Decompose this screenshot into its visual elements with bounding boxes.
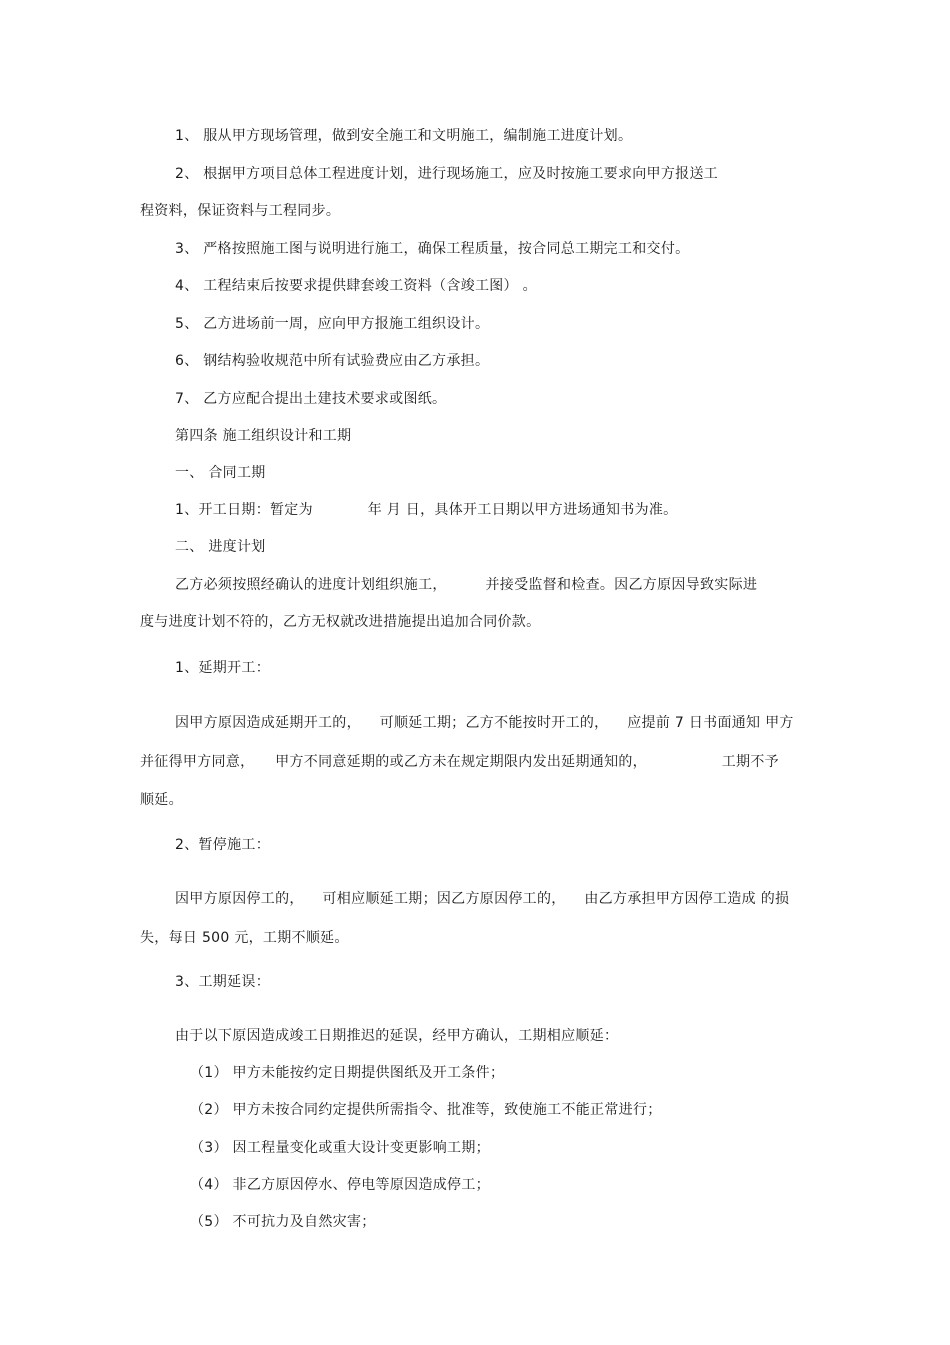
- clause-item-6: 6、 钢结构验收规范中所有试验费应由乙方承担。: [175, 353, 490, 369]
- clause-item-2-line-1: 2、 根据甲方项目总体工程进度计划，进行现场施工，应及时按施工要求向甲方报送工: [175, 166, 719, 182]
- section-contract-period-title: 一、 合同工期: [175, 465, 266, 481]
- reason-item: （4） 非乙方原因停水、停电等原因造成停工；: [190, 1177, 490, 1193]
- delay-paragraph-line-1: [175, 714, 794, 732]
- reason-item: （2） 甲方未按合同约定提供所需指令、批准等，致使施工不能正常进行；: [190, 1102, 662, 1118]
- pause-paragraph-line-2: 失，每日 500 元，工期不顺延。: [140, 930, 349, 946]
- reason-item: （3） 因工程量变化或重大设计变更影响工期；: [190, 1140, 490, 1156]
- start-date-text: 年 月 日，具体开工日期以甲方进场通知书为准。: [367, 502, 678, 518]
- delay-start-title: 1、延期开工：: [175, 660, 271, 676]
- delay-text-f: 工期不予: [721, 754, 779, 770]
- delay-text-e: 甲方不同意延期的或乙方未在规定期限内发出延期通知的，: [275, 754, 647, 770]
- pause-text-a: 因甲方原因停工的，: [175, 891, 304, 907]
- clause-item-1: 1、 服从甲方现场管理，做到安全施工和文明施工，编制施工进度计划。: [175, 128, 633, 144]
- delay-text-a: 因甲方原因造成延期开工的，: [175, 715, 361, 731]
- delay-text-d: 并征得甲方同意，: [140, 754, 255, 770]
- section-schedule-title: 二、 进度计划: [175, 539, 266, 555]
- reason-item: （5） 不可抗力及自然灾害；: [190, 1214, 376, 1230]
- start-date-label: 1、开工日期：暂定为: [175, 502, 313, 518]
- pause-paragraph-line-1: [175, 890, 789, 908]
- clause-item-7: 7、 乙方应配合提出土建技术要求或图纸。: [175, 391, 447, 407]
- pause-text-b: 可相应顺延工期；因乙方原因停工的，: [322, 891, 566, 907]
- schedule-paragraph-line-2: 度与进度计划不符的，乙方无权就改进措施提出追加合同价款。: [140, 614, 541, 630]
- delay-paragraph-line-3: 顺延。: [140, 792, 183, 808]
- start-date-line: [175, 501, 678, 519]
- delay-text-c: 应提前 7 日书面通知 甲方: [627, 715, 794, 731]
- schedule-paragraph-line-1: [175, 576, 757, 594]
- reason-item: （1） 甲方未能按约定日期提供图纸及开工条件；: [190, 1065, 505, 1081]
- clause-item-4: 4、 工程结束后按要求提供肆套竣工资料（含竣工图） 。: [175, 278, 537, 294]
- schedule-text-b: 并接受监督和检查。因乙方原因导致实际进: [485, 577, 758, 593]
- extension-title: 3、工期延误：: [175, 974, 271, 990]
- schedule-text-a: 乙方必须按照经确认的进度计划组织施工，: [175, 577, 447, 593]
- delay-text-b: 可顺延工期；乙方不能按时开工的，: [379, 715, 609, 731]
- pause-title: 2、暂停施工：: [175, 837, 271, 853]
- pause-text-c: 由乙方承担甲方因停工造成 的损: [584, 891, 790, 907]
- clause-item-5: 5、 乙方进场前一周，应向甲方报施工组织设计。: [175, 316, 490, 332]
- clause-item-2-line-2: 程资料，保证资料与工程同步。: [140, 203, 341, 219]
- clause-item-3: 3、 严格按照施工图与说明进行施工，确保工程质量，按合同总工期完工和交付。: [175, 241, 690, 257]
- article-four-heading: 第四条 施工组织设计和工期: [175, 428, 352, 444]
- delay-paragraph-line-2: [140, 753, 779, 771]
- extension-intro: 由于以下原因造成竣工日期推迟的延误，经甲方确认，工期相应顺延：: [175, 1028, 619, 1044]
